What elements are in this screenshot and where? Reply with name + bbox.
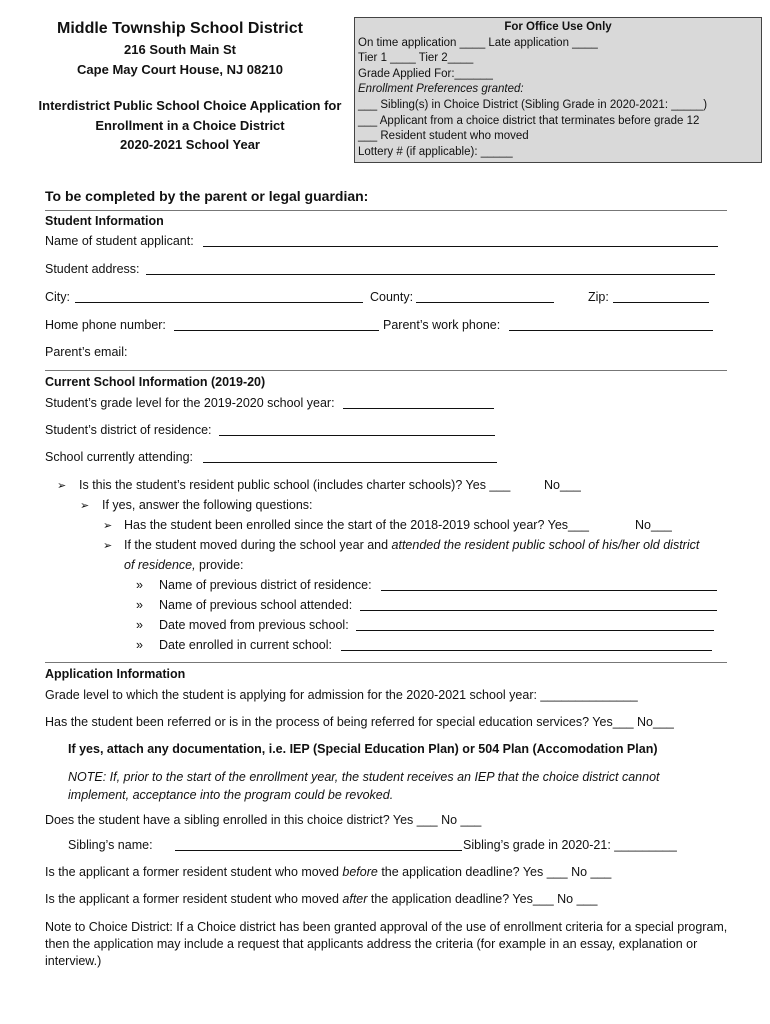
date-enrolled-field[interactable] — [341, 640, 712, 651]
grade-level-label: Student’s grade level for the 2019-2020 school year: — [45, 396, 335, 410]
office-line-tier: Tier 1 ____ Tier 2____ — [358, 52, 474, 64]
student-address-label: Student address: — [45, 262, 140, 276]
choice-district-note-line1: Note to Choice District: If a Choice district has been granted approval of the use of enrollment criteria for a special program, — [45, 920, 728, 934]
moved-question: If the student moved during the school year and attended the resident public school of his/her old district — [124, 538, 700, 552]
district-street: 216 South Main St — [124, 42, 236, 57]
divider — [45, 370, 727, 371]
office-use-box — [354, 17, 762, 163]
school-attending-field[interactable] — [203, 452, 497, 463]
date-moved-label: Date moved from previous school: — [159, 618, 349, 632]
office-line-grade: Grade Applied For:______ — [358, 68, 493, 80]
prev-school-label: Name of previous school attended: — [159, 598, 353, 612]
zip-field[interactable] — [613, 292, 709, 303]
if-yes-instruction: If yes, answer the following questions: — [102, 498, 313, 512]
moved-before-question: Is the applicant a former resident student who moved before the application deadline? Yes ___ No ___ — [45, 865, 612, 879]
resident-school-question: Is this the student’s resident public school (includes charter schools)? Yes ___ — [79, 478, 511, 492]
current-school-heading: Current School Information (2019-20) — [45, 375, 266, 389]
parent-email-label: Parent’s email: — [45, 345, 128, 359]
district-name: Middle Township School District — [57, 20, 303, 37]
office-title: For Office Use Only — [504, 21, 612, 33]
work-phone-label: Parent’s work phone: — [383, 318, 501, 332]
sibling-question: Does the student have a sibling enrolled in this choice district? Yes ___ No ___ — [45, 813, 482, 827]
school-year: 2020-2021 School Year — [120, 137, 260, 152]
prev-school-field[interactable] — [360, 600, 717, 611]
chevron-icon: » — [136, 618, 143, 632]
student-info-heading: Student Information — [45, 214, 164, 228]
office-line-sibling: ___ Sibling(s) in Choice District (Sibling Grade in 2020-2021: _____) — [358, 99, 708, 111]
enrolled-no: No___ — [635, 518, 672, 532]
iep-note-line1: NOTE: If, prior to the start of the enrollment year, the student receives an IEP that the choice district cannot — [68, 770, 660, 784]
home-phone-label: Home phone number: — [45, 318, 166, 332]
attach-documentation-note: If yes, attach any documentation, i.e. IEP (Special Education Plan) or 504 Plan (Accomodation Plan) — [68, 742, 658, 756]
zip-label: Zip: — [588, 290, 609, 304]
office-line-terminates: ___ Applicant from a choice district that terminates before grade 12 — [358, 115, 700, 127]
office-line-ontime: On time application ____ Late application ____ — [358, 37, 598, 49]
student-address-field[interactable] — [146, 264, 715, 275]
sibling-name-field[interactable] — [175, 840, 462, 851]
home-phone-field[interactable] — [174, 320, 379, 331]
divider — [45, 210, 727, 211]
student-name-field[interactable] — [203, 236, 718, 247]
city-field[interactable] — [75, 292, 363, 303]
application-heading: Application Information — [45, 667, 186, 681]
district-residence-label: Student’s district of residence: — [45, 423, 212, 437]
district-city: Cape May Court House, NJ 08210 — [77, 62, 283, 77]
sibling-name-label: Sibling’s name: — [68, 838, 153, 852]
date-moved-field[interactable] — [356, 620, 714, 631]
student-name-label: Name of student applicant: — [45, 234, 194, 248]
grade-level-field[interactable] — [343, 398, 494, 409]
enrolled-question: Has the student been enrolled since the start of the 2018-2019 school year? Yes___ — [124, 518, 589, 532]
form-title-line1: Interdistrict Public School Choice Application for — [38, 98, 342, 113]
prev-district-field[interactable] — [381, 580, 717, 591]
sibling-grade-label: Sibling’s grade in 2020-21: _________ — [463, 838, 677, 852]
chevron-icon: » — [136, 578, 143, 592]
choice-district-note-line3: interview.) — [45, 954, 102, 968]
moved-question-cont: of residence, provide: — [124, 558, 244, 572]
chevron-icon: » — [136, 598, 143, 612]
choice-district-note-line2: then the application may include a request that applicants address the criteria (for example in an essay, explanation or — [45, 937, 698, 951]
arrow-bullet-icon: ➢ — [57, 480, 67, 492]
date-enrolled-label: Date enrolled in current school: — [159, 638, 333, 652]
work-phone-field[interactable] — [509, 320, 713, 331]
office-line-lottery: Lottery # (if applicable): _____ — [358, 146, 513, 158]
chevron-icon: » — [136, 638, 143, 652]
office-line-resident: ___ Resident student who moved — [358, 130, 529, 142]
iep-note-line2: implement, acceptance into the program could be revoked. — [68, 788, 394, 802]
arrow-bullet-icon: ➢ — [103, 540, 113, 552]
county-field[interactable] — [416, 292, 554, 303]
special-ed-question: Has the student been referred or is in the process of being referred for special education services? Yes___ No___ — [45, 715, 674, 729]
resident-school-no: No___ — [544, 478, 581, 492]
form-title-line2: Enrollment in a Choice District — [95, 118, 285, 133]
intro-heading: To be completed by the parent or legal guardian: — [45, 188, 369, 204]
school-attending-label: School currently attending: — [45, 450, 194, 464]
arrow-bullet-icon: ➢ — [103, 520, 113, 532]
arrow-bullet-icon: ➢ — [80, 500, 90, 512]
office-line-preferences: Enrollment Preferences granted: — [358, 83, 524, 95]
county-label: County: — [370, 290, 414, 304]
city-label: City: — [45, 290, 70, 304]
grade-applying-question: Grade level to which the student is applying for admission for the 2020-2021 school year: ______________ — [45, 688, 638, 702]
divider — [45, 662, 727, 663]
prev-district-label: Name of previous district of residence: — [159, 578, 372, 592]
moved-after-question: Is the applicant a former resident student who moved after the application deadline? Yes___ No ___ — [45, 892, 598, 906]
district-residence-field[interactable] — [219, 425, 495, 436]
